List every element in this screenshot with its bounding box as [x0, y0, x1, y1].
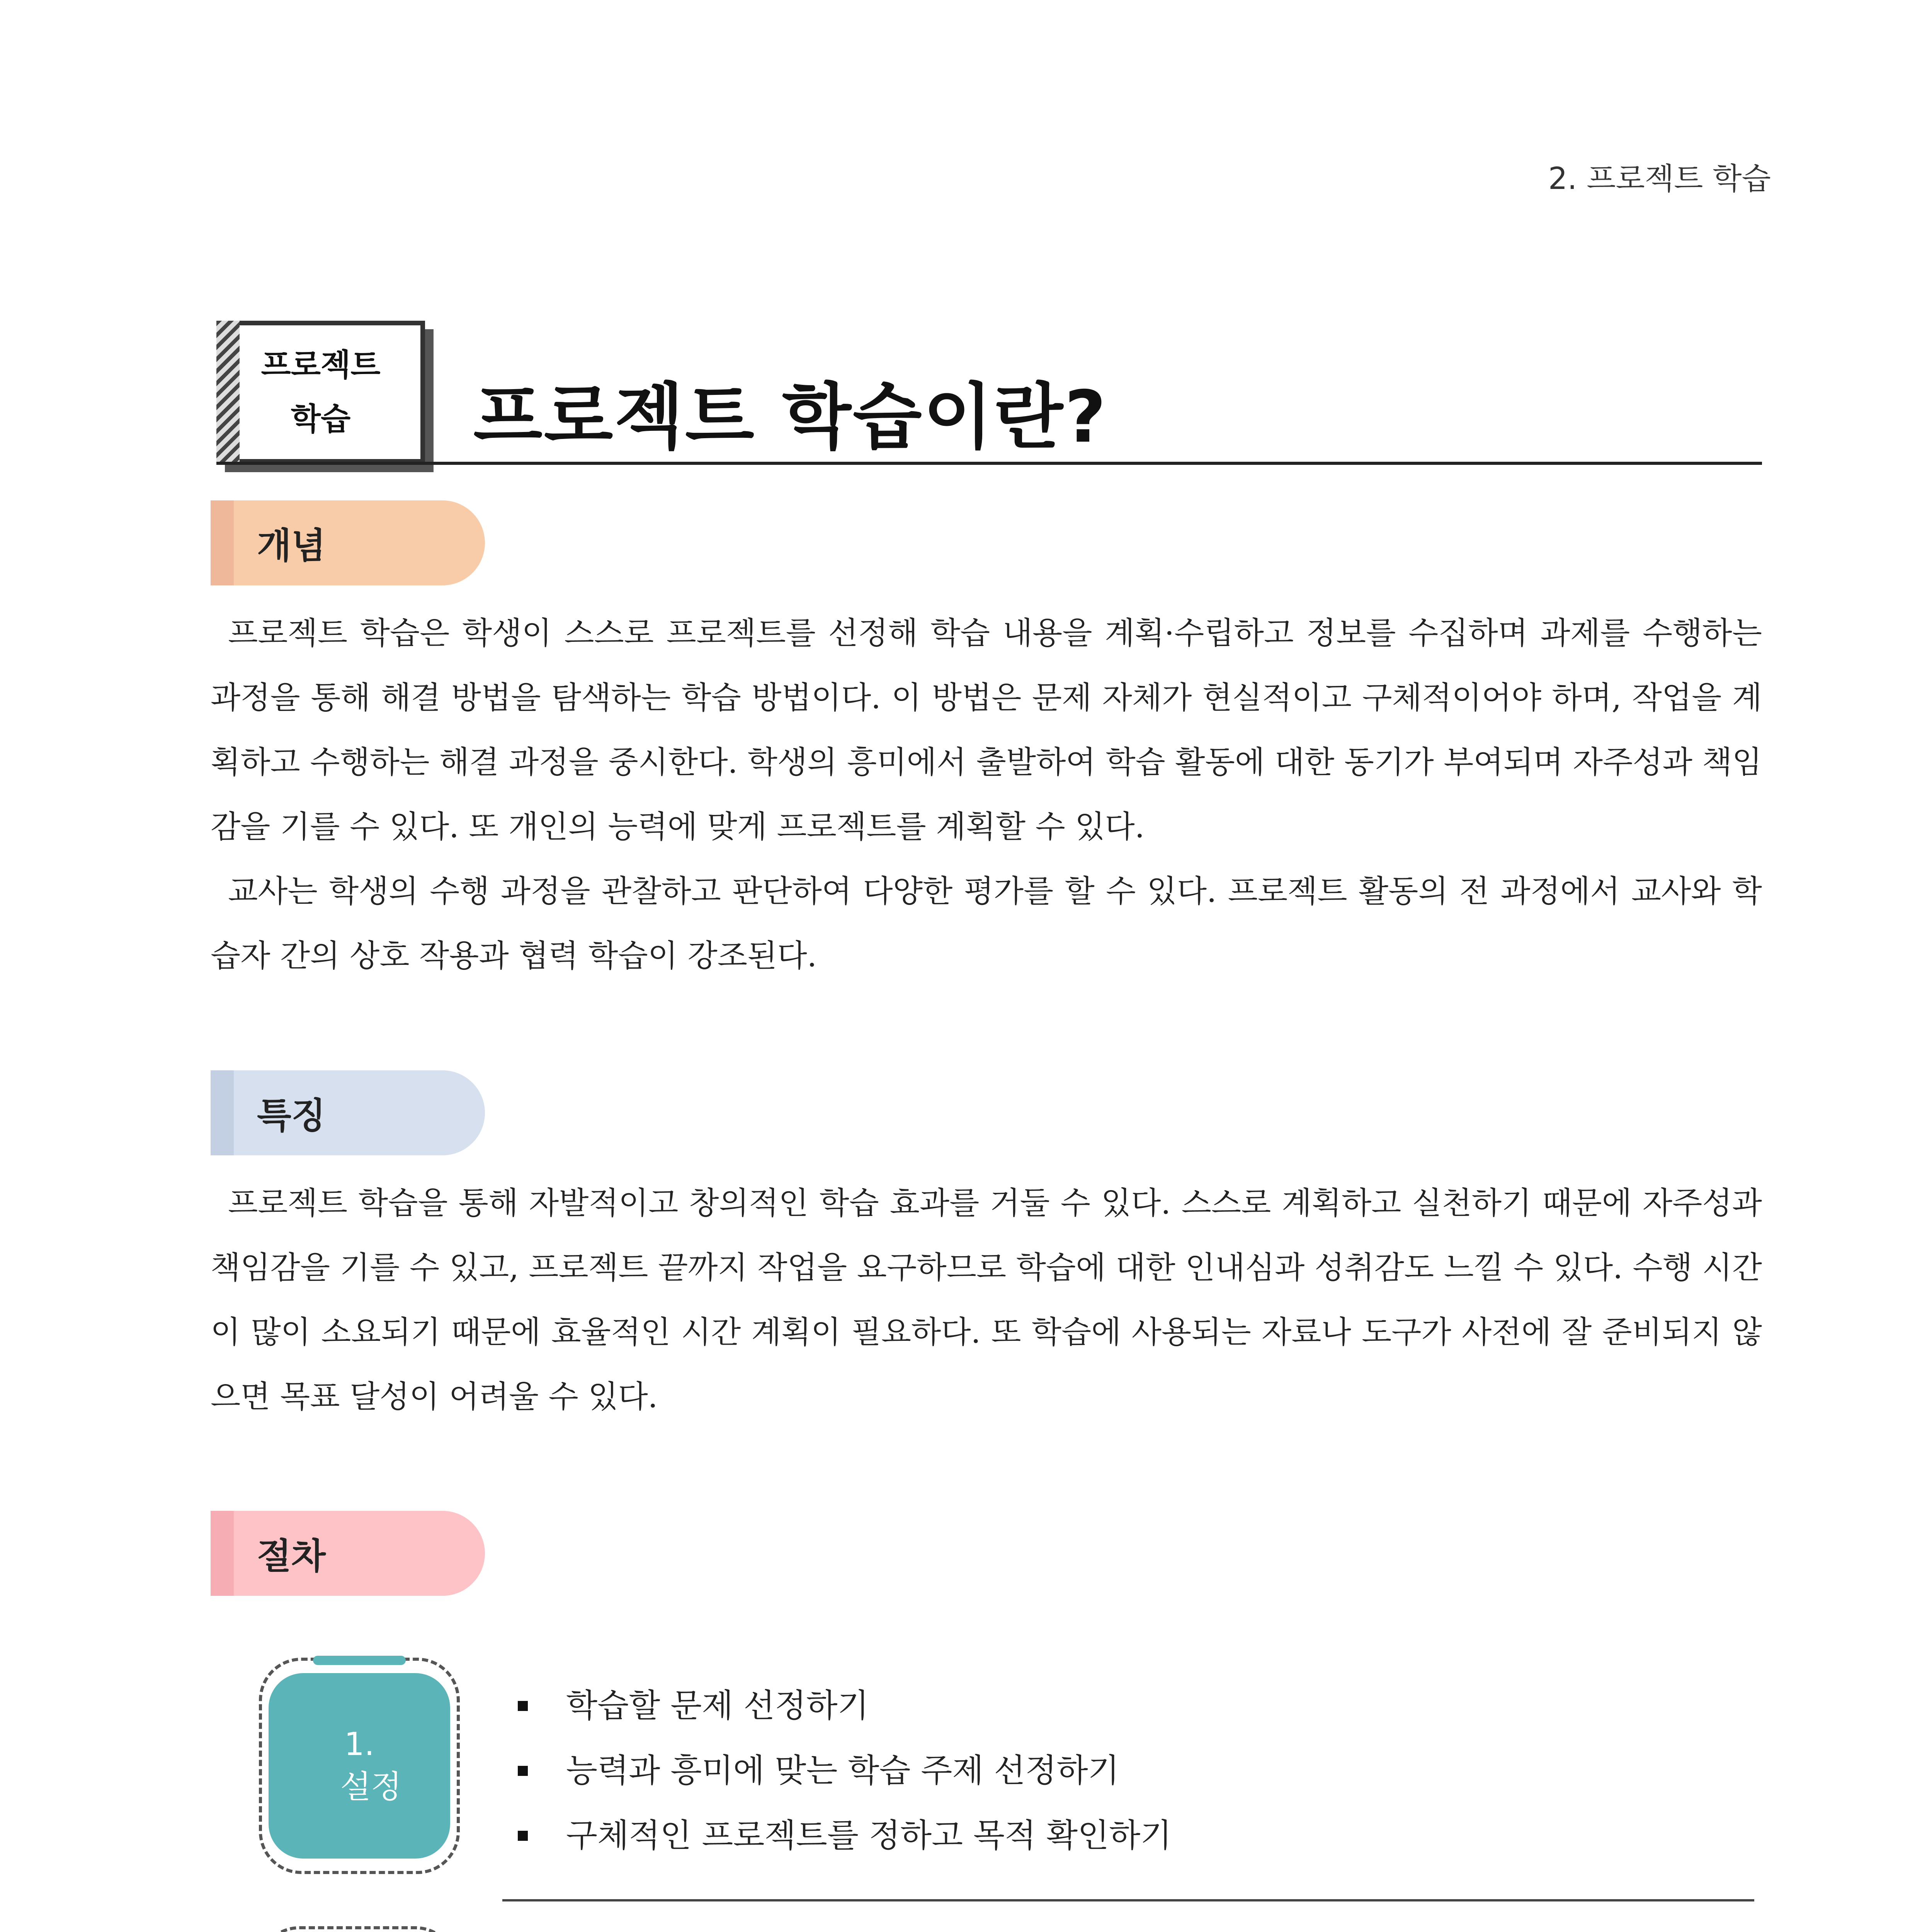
list-item: 능력과 흥미에 맞는 학습 주제 선정하기: [518, 1738, 1754, 1803]
title-label-box: [216, 321, 425, 464]
title-label-line2: 학습: [291, 401, 351, 437]
step-1-accent-bar: [313, 1656, 406, 1665]
section-label: 절차: [257, 1536, 326, 1577]
paragraph: 프로젝트 학습을 통해 자발적이고 창의적인 학습 효과를 거둘 수 있다. 스스로 계획하고 실천하기 때문에 자주성과 책임감을 기를 수 있고, 프로젝트 끝까지 작업을 요구하므로 학습에 대한 인내심과 성취감도 느낄 수 있다. 수행 시간이 많이 소요되기 때문에 효율적인 시간 계획이 필요하다. 또 학습에 사용되는 자료나 도구가 사전에 잘 준비되지 않으면 목표 달성이 어려울 수 있다.: [211, 1185, 1762, 1415]
title-underline: [216, 462, 1762, 465]
page-title: 프로젝트 학습이란?: [473, 375, 1108, 459]
title-label-line1: 프로젝트: [261, 347, 381, 383]
section-label: 특징: [257, 1095, 326, 1136]
features-body: [211, 1171, 1762, 1429]
step-1-list: [518, 1673, 1754, 1868]
section-tab-procedure: [211, 1511, 485, 1596]
list-item: 구체적인 프로젝트를 정하고 목적 확인하기: [518, 1803, 1754, 1868]
step-name: 설정: [340, 1769, 402, 1805]
section-tab-concept: [211, 500, 485, 585]
step-number: 1.: [344, 1726, 375, 1763]
paragraph: 교사는 학생의 수행 과정을 관찰하고 판단하여 다양한 평가를 할 수 있다. 프로젝트 활동의 전 과정에서 교사와 학습자 간의 상호 작용과 협력 학습이 강조된다.: [211, 873, 1762, 974]
section-tab-features: [211, 1070, 485, 1155]
section-label: 개념: [257, 525, 326, 566]
step-2-frame: [257, 1926, 458, 1932]
list-item: 학습할 문제 선정하기: [518, 1673, 1754, 1738]
running-header: 2. 프로젝트 학습: [1548, 162, 1771, 196]
step-1-badge: [269, 1673, 450, 1859]
paragraph: 프로젝트 학습은 학생이 스스로 프로젝트를 선정해 학습 내용을 계획·수립하고 정보를 수집하며 과제를 수행하는 과정을 통해 해결 방법을 탐색하는 학습 방법이다. 이 방법은 문제 자체가 현실적이고 구체적이어야 하며, 작업을 계획하고 수행하는 해결 과정을 중시한다. 학생의 흥미에서 출발하여 학습 활동에 대한 동기가 부여되며 자주성과 책임감을 기를 수 있다. 또 개인의 능력에 맞게 프로젝트를 계획할 수 있다.: [211, 615, 1762, 845]
step-divider: [502, 1899, 1754, 1901]
concept-body: [211, 601, 1762, 988]
